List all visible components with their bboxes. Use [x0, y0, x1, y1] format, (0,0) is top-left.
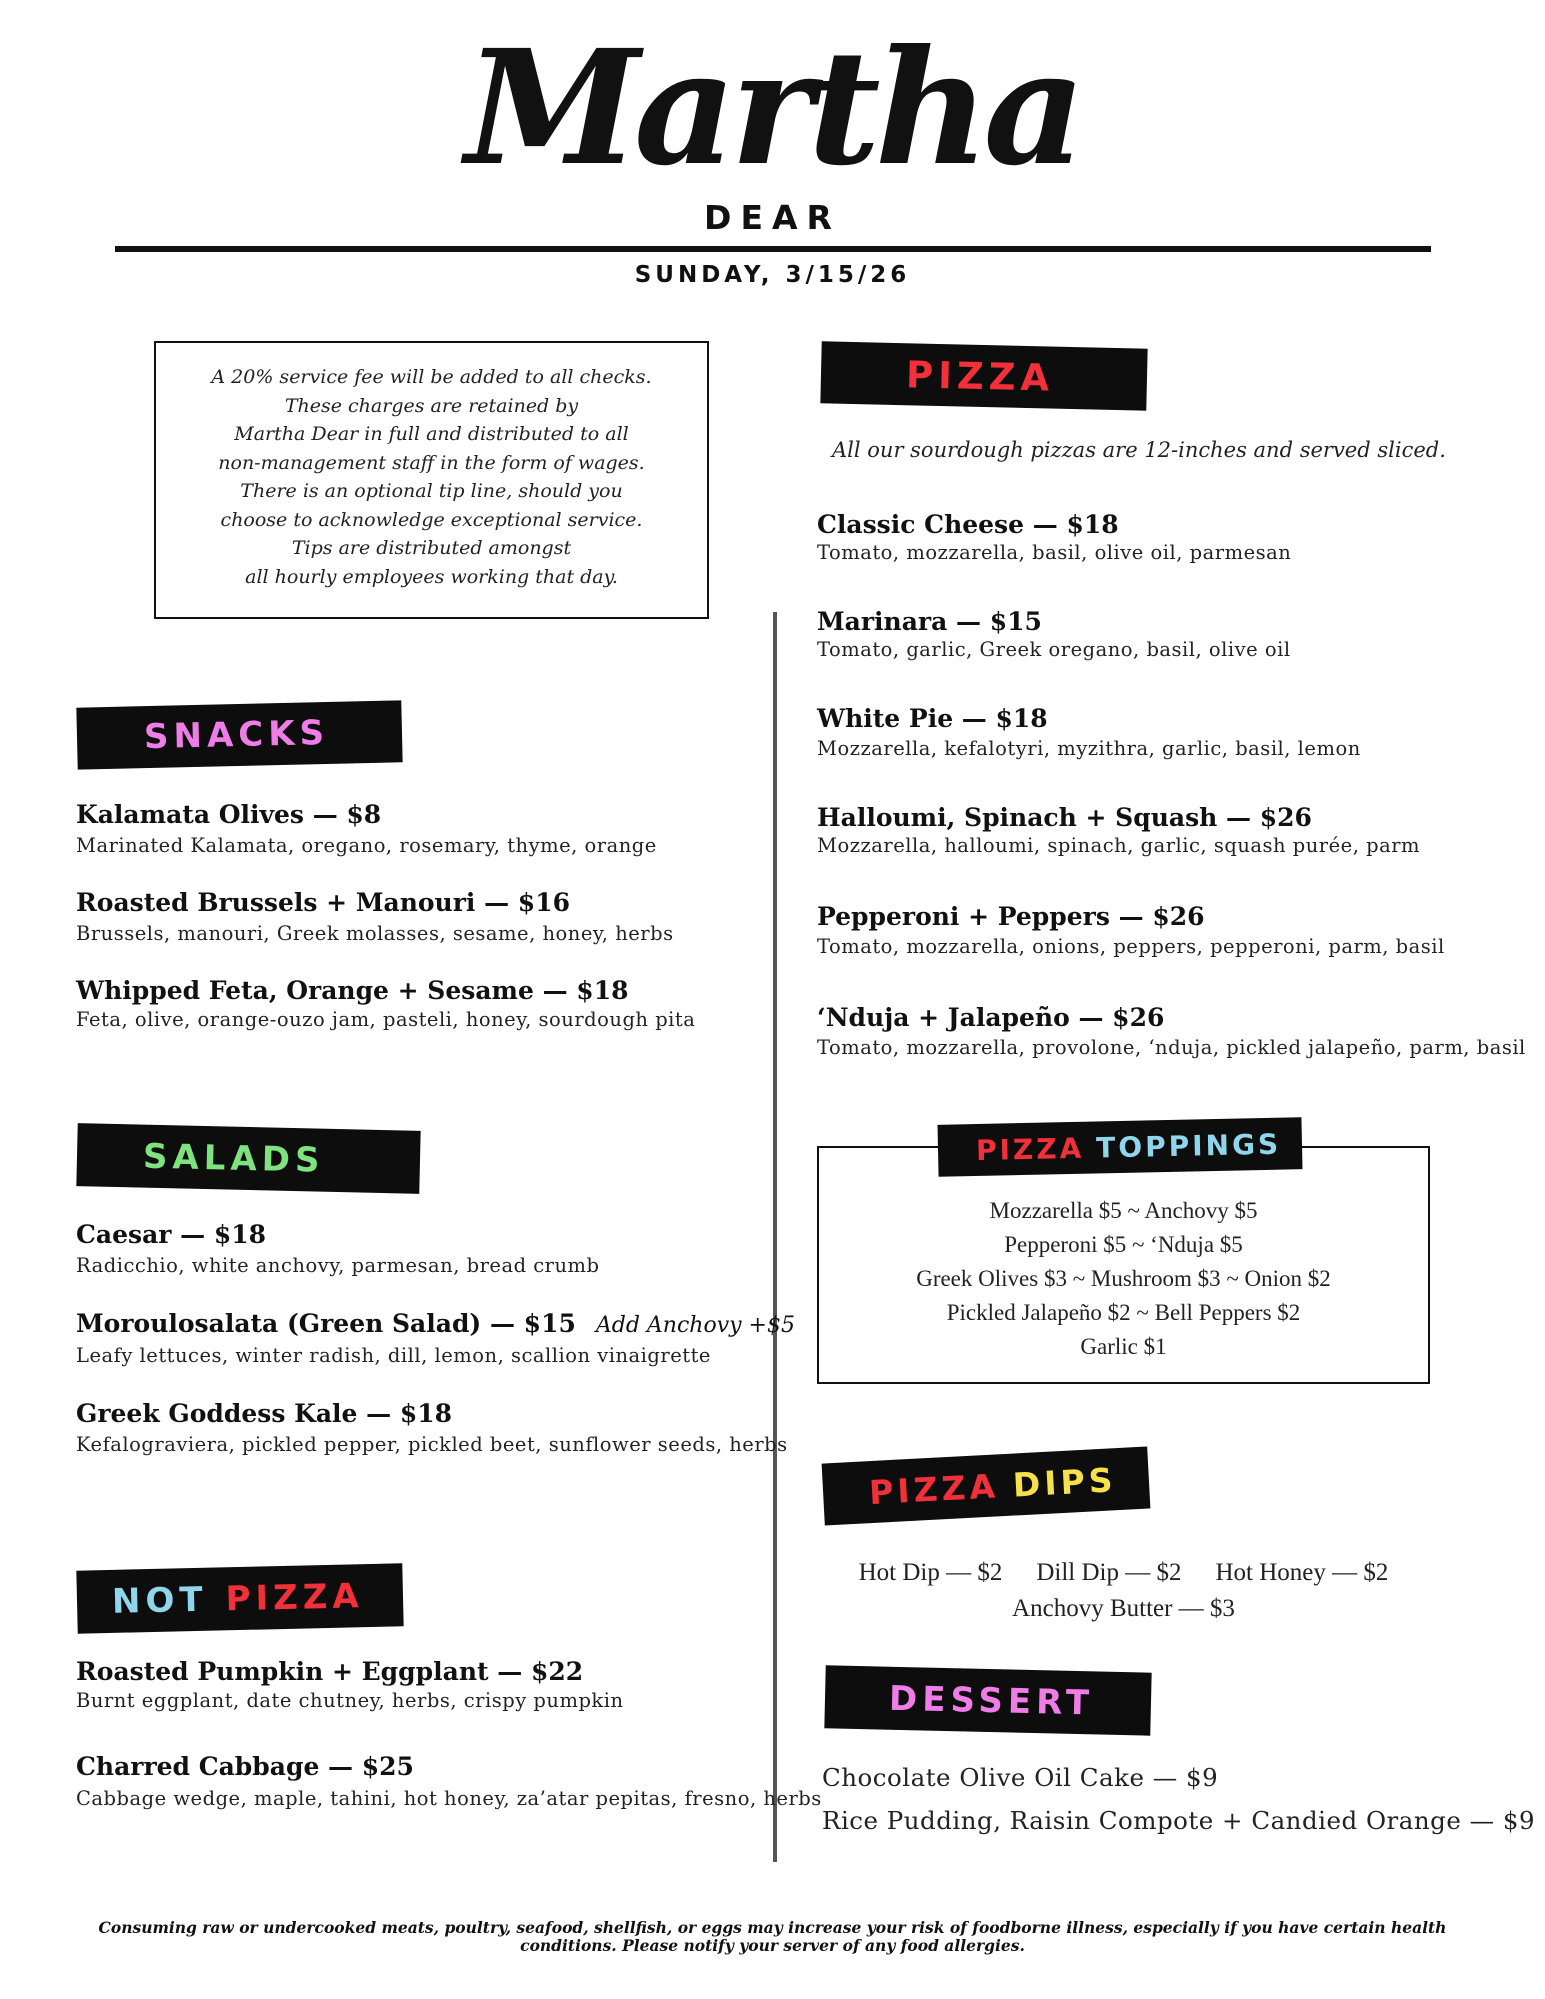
menu-item-desc: Tomato, mozzarella, onions, peppers, pepperoni, parm, basil: [817, 935, 1445, 958]
snacks-title: SNACKS: [143, 712, 330, 758]
menu-item-desc: Burnt eggplant, date chutney, herbs, crispy pumpkin: [76, 1689, 624, 1712]
menu-item-desc: Mozzarella, halloumi, spinach, garlic, squash purée, parm: [817, 834, 1421, 857]
menu-item-name: Halloumi, Spinach + Squash — $26: [817, 803, 1312, 832]
menu-item-desc: Leafy lettuces, winter radish, dill, lemon, scallion vinaigrette: [76, 1344, 711, 1367]
menu-item-name: [76, 1309, 795, 1338]
dip-item: Hot Dip — $2: [858, 1559, 1003, 1586]
toppings-list: [817, 1194, 1430, 1364]
menu-item-name: Pepperoni + Peppers — $26: [817, 902, 1205, 931]
logo-sub: DEAR: [704, 198, 841, 237]
topping-line: Pepperoni $5 ~ ‘Nduja $5: [1004, 1232, 1243, 1257]
dips-title-b: DIPS: [1011, 1459, 1118, 1505]
service-fee-box: [154, 341, 709, 619]
topping-line: Garlic $1: [1080, 1334, 1167, 1359]
header-rule: [115, 246, 1431, 252]
dips-list: [817, 1555, 1430, 1627]
menu-item-desc: Feta, olive, orange-ouzo jam, pasteli, honey, sourdough pita: [76, 1008, 696, 1031]
dips-row-2: [817, 1591, 1430, 1627]
salad-name: Moroulosalata (Green Salad) — $15: [76, 1309, 576, 1338]
service-fee-text: [156, 363, 707, 591]
menu-item-name: Classic Cheese — $18: [817, 510, 1119, 539]
menu-item-name: Marinara — $15: [817, 607, 1042, 636]
salads-title: SALADS: [142, 1136, 325, 1181]
fee-line: There is an optional tip line, should you: [240, 480, 623, 502]
toppings-title-b: TOPPINGS: [1095, 1127, 1282, 1164]
dessert-item: Chocolate Olive Oil Cake — $9: [822, 1763, 1219, 1792]
disclaimer-line: Consuming raw or undercooked meats, poultry, seafood, shellfish, or eggs may increase your risk of foodborne illness, especially if you have certain health: [98, 1918, 1447, 1937]
not-pizza-banner: [76, 1563, 403, 1633]
pizza-title: PIZZA: [905, 352, 1055, 400]
topping-line: Mozzarella $5 ~ Anchovy $5: [989, 1198, 1258, 1223]
logo-script: Martha: [465, 16, 1080, 201]
dips-banner: [822, 1447, 1151, 1526]
menu-item-desc: Tomato, garlic, Greek oregano, basil, olive oil: [817, 638, 1291, 661]
not-pizza-title-a: NOT: [111, 1579, 209, 1622]
fee-line: A 20% service fee will be added to all checks.: [211, 366, 652, 388]
fee-line: Tips are distributed amongst: [291, 537, 572, 559]
toppings-banner: [937, 1117, 1302, 1177]
fee-line: Martha Dear in full and distributed to all: [234, 423, 629, 445]
salad-addon: Add Anchovy +$5: [595, 1313, 795, 1338]
fee-line: non-management staff in the form of wages.: [218, 451, 645, 474]
dessert-item: Rice Pudding, Raisin Compote + Candied Orange — $9: [822, 1806, 1536, 1835]
dips-title-a: PIZZA: [868, 1465, 1000, 1512]
toppings-title-a: PIZZA: [975, 1131, 1085, 1167]
dessert-title: DESSERT: [888, 1678, 1095, 1723]
menu-item-name: Charred Cabbage — $25: [76, 1752, 414, 1781]
menu-item-name: Caesar — $18: [76, 1220, 267, 1249]
fee-line: all hourly employees working that day.: [245, 565, 618, 588]
menu-item-desc: Cabbage wedge, maple, tahini, hot honey, za’atar pepitas, fresno, herbs: [76, 1787, 822, 1810]
topping-line: Greek Olives $3 ~ Mushroom $3 ~ Onion $2: [916, 1266, 1331, 1291]
dip-item: Dill Dip — $2: [1036, 1559, 1182, 1586]
dessert-banner: [824, 1665, 1151, 1735]
menu-item-name: ‘Nduja + Jalapeño — $26: [817, 1003, 1165, 1032]
menu-item-name: Whipped Feta, Orange + Sesame — $18: [76, 976, 629, 1005]
menu-item-name: Kalamata Olives — $8: [76, 800, 382, 829]
menu-item-name: Roasted Pumpkin + Eggplant — $22: [76, 1657, 584, 1686]
menu-item-desc: Brussels, manouri, Greek molasses, sesame, honey, herbs: [76, 922, 674, 945]
menu-item-desc: Tomato, mozzarella, basil, olive oil, parmesan: [817, 541, 1292, 564]
menu-item-desc: Marinated Kalamata, oregano, rosemary, thyme, orange: [76, 834, 657, 857]
topping-line: Pickled Jalapeño $2 ~ Bell Peppers $2: [946, 1300, 1301, 1325]
fee-line: choose to acknowledge exceptional service.: [220, 508, 643, 531]
dips-row-1: [817, 1555, 1430, 1591]
menu-item-desc: Tomato, mozzarella, provolone, ‘nduja, pickled jalapeño, parm, basil: [817, 1036, 1526, 1059]
allergy-disclaimer: [95, 1919, 1450, 1955]
pizza-banner: [820, 341, 1147, 410]
menu-item-desc: Mozzarella, kefalotyri, myzithra, garlic, basil, lemon: [817, 737, 1361, 760]
menu-date: SUNDAY, 3/15/26: [634, 262, 911, 288]
snacks-banner: [76, 700, 402, 769]
menu-item-name: Greek Goddess Kale — $18: [76, 1399, 453, 1428]
menu-item-name: Roasted Brussels + Manouri — $16: [76, 888, 570, 917]
column-divider: [773, 612, 777, 1862]
menu-item-name: White Pie — $18: [817, 704, 1048, 733]
not-pizza-title-b: PIZZA: [225, 1575, 365, 1619]
menu-item-desc: Radicchio, white anchovy, parmesan, bread crumb: [76, 1254, 600, 1277]
dip-item: Anchovy Butter — $3: [1012, 1595, 1235, 1622]
disclaimer-line: conditions. Please notify your server of any food allergies.: [520, 1936, 1025, 1955]
fee-line: These charges are retained by: [284, 394, 579, 417]
dip-item: Hot Honey — $2: [1215, 1559, 1389, 1586]
pizza-note: All our sourdough pizzas are 12-inches and served sliced.: [832, 438, 1446, 462]
menu-item-desc: Kefalograviera, pickled pepper, pickled beet, sunflower seeds, herbs: [76, 1433, 788, 1456]
salads-banner: [76, 1123, 420, 1194]
